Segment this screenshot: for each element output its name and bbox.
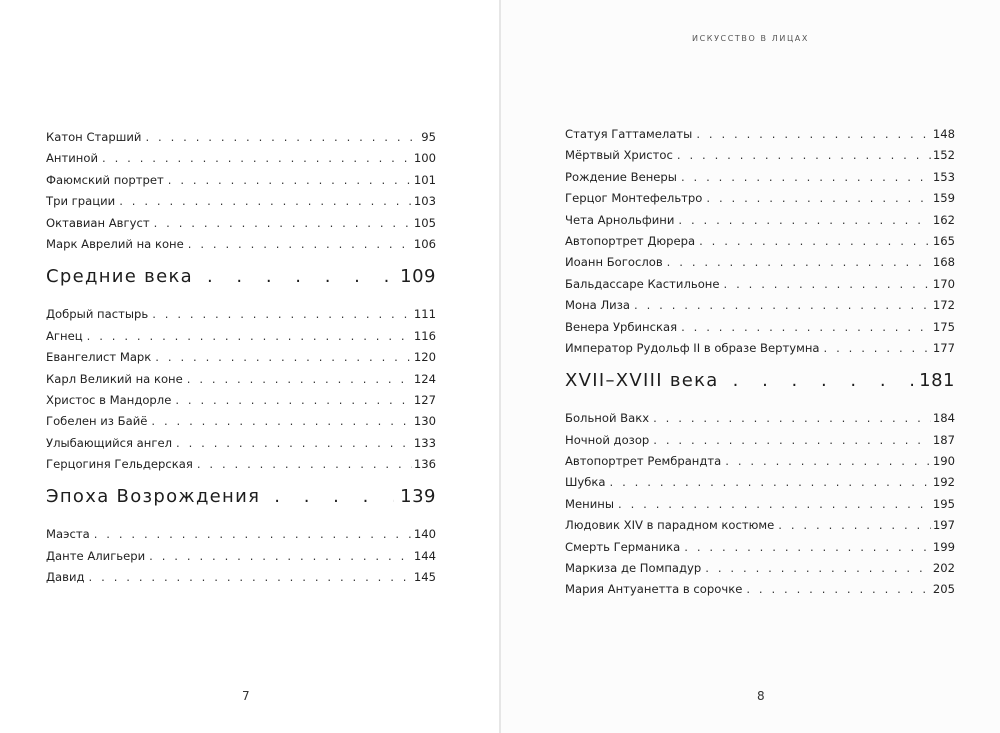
toc-entry-page-number: 95 bbox=[421, 130, 436, 144]
toc-entry-page-number: 127 bbox=[413, 392, 436, 407]
toc-entry-leader-dots bbox=[149, 546, 412, 567]
toc-entry-title: Герцог Монтефельтро bbox=[565, 191, 703, 206]
right-page bbox=[501, 0, 1000, 733]
toc-entry bbox=[565, 430, 955, 451]
toc-entry bbox=[46, 213, 436, 234]
toc-entry-page-number: 124 bbox=[413, 371, 436, 386]
toc-entry-leader-dots bbox=[154, 213, 412, 234]
toc-entry-page-number: 106 bbox=[413, 236, 436, 251]
toc-entry-title: Улыбающийся ангел bbox=[46, 435, 172, 450]
toc-entry-leader-dots bbox=[176, 433, 412, 454]
toc-entry-leader-dots bbox=[824, 338, 931, 359]
toc-entry bbox=[46, 148, 436, 169]
toc-entry-leader-dots bbox=[187, 369, 412, 390]
toc-entry-title: Мёртвый Христос bbox=[565, 148, 673, 163]
toc-entry-page-number: 153 bbox=[932, 169, 955, 184]
toc-entry-leader-dots bbox=[706, 188, 930, 209]
toc-entry bbox=[46, 304, 436, 325]
toc-entry bbox=[565, 145, 955, 166]
toc-entry-leader-dots bbox=[724, 274, 931, 295]
toc-entry-title: Автопортрет Дюрера bbox=[565, 233, 696, 248]
toc-entry-page-number: 120 bbox=[413, 350, 436, 365]
table-of-contents-right bbox=[565, 124, 955, 601]
toc-entry-leader-dots bbox=[696, 124, 931, 145]
toc-entry-page-number: 195 bbox=[932, 496, 955, 511]
toc-entry-leader-dots bbox=[667, 252, 931, 273]
toc-entry-page-number: 168 bbox=[932, 255, 955, 270]
toc-entry-title: Фаюмский портрет bbox=[46, 172, 164, 187]
toc-entry-leader-dots bbox=[653, 430, 931, 451]
toc-entry-leader-dots bbox=[677, 145, 931, 166]
toc-entry bbox=[46, 454, 436, 475]
left-page bbox=[0, 0, 499, 733]
toc-entry-leader-dots bbox=[197, 454, 412, 475]
toc-entry-title: Маркиза де Помпадур bbox=[565, 561, 702, 576]
section-heading-page-number: 181 bbox=[919, 370, 955, 392]
toc-entry-leader-dots bbox=[681, 317, 931, 338]
toc-entry-page-number: 170 bbox=[932, 276, 955, 291]
toc-entry-title: Маэста bbox=[46, 527, 90, 542]
toc-entry-page-number: 192 bbox=[932, 475, 955, 490]
toc-entry-page-number: 175 bbox=[932, 319, 955, 334]
toc-entry-leader-dots bbox=[610, 472, 931, 493]
toc-entry-title: Карл Великий на коне bbox=[46, 371, 183, 386]
toc-entry bbox=[46, 411, 436, 432]
toc-entry-page-number: 152 bbox=[932, 148, 955, 163]
toc-entry-title: Данте Алигьери bbox=[46, 548, 146, 563]
toc-entry-leader-dots bbox=[778, 515, 931, 536]
toc-entry-title: Венера Урбинская bbox=[565, 319, 678, 334]
toc-entry bbox=[565, 124, 955, 145]
section-heading-title: XVII–XVIII века bbox=[565, 370, 719, 392]
toc-entry-title: Статуя Гаттамелаты bbox=[565, 127, 693, 141]
toc-entry-page-number: 130 bbox=[413, 414, 436, 429]
section-heading bbox=[46, 482, 436, 512]
toc-entry-page-number: 145 bbox=[413, 570, 436, 585]
page-number-right: 8 bbox=[757, 689, 765, 703]
toc-entry bbox=[46, 524, 436, 545]
toc-entry bbox=[46, 191, 436, 212]
toc-entry-title: Антиной bbox=[46, 151, 99, 166]
toc-entry-leader-dots bbox=[699, 231, 931, 252]
page-number-left: 7 bbox=[242, 689, 250, 703]
table-of-contents-left bbox=[46, 127, 436, 589]
toc-entry bbox=[565, 494, 955, 515]
toc-entry bbox=[565, 338, 955, 359]
toc-entry-page-number: 177 bbox=[932, 340, 955, 355]
toc-entry-leader-dots bbox=[175, 390, 412, 411]
toc-entry bbox=[46, 347, 436, 368]
toc-entry-leader-dots bbox=[87, 326, 412, 347]
toc-entry-leader-dots bbox=[94, 524, 412, 545]
toc-entry-leader-dots bbox=[653, 408, 931, 429]
toc-entry-page-number: 159 bbox=[932, 191, 955, 206]
toc-entry-title: Агнец bbox=[46, 328, 83, 343]
toc-entry bbox=[565, 188, 955, 209]
toc-entry-leader-dots bbox=[634, 295, 931, 316]
toc-entry bbox=[565, 451, 955, 472]
toc-entry bbox=[46, 234, 436, 255]
toc-entry-leader-dots bbox=[145, 127, 419, 148]
toc-entry-leader-dots bbox=[618, 494, 931, 515]
section-heading-title: Эпоха Возрождения bbox=[46, 486, 261, 508]
toc-entry-leader-dots bbox=[152, 304, 412, 325]
toc-entry-page-number: 184 bbox=[932, 411, 955, 426]
toc-entry-page-number: 140 bbox=[413, 527, 436, 542]
toc-entry-page-number: 148 bbox=[932, 127, 955, 141]
toc-entry-title: Давид bbox=[46, 570, 85, 585]
toc-entry-leader-dots bbox=[119, 191, 412, 212]
toc-entry bbox=[565, 579, 955, 600]
toc-entry-page-number: 103 bbox=[413, 194, 436, 209]
toc-entry bbox=[565, 558, 955, 579]
toc-entry-title: Шубка bbox=[565, 475, 606, 490]
toc-entry bbox=[565, 167, 955, 188]
toc-entry bbox=[46, 546, 436, 567]
toc-entry-page-number: 202 bbox=[932, 561, 955, 576]
toc-entry-title: Рождение Венеры bbox=[565, 169, 677, 184]
toc-entry-title: Мона Лиза bbox=[565, 298, 630, 313]
toc-entry-title: Иоанн Богослов bbox=[565, 255, 663, 270]
toc-entry-title: Герцогиня Гельдерская bbox=[46, 457, 193, 472]
toc-entry-leader-dots bbox=[89, 567, 412, 588]
toc-entry-page-number: 101 bbox=[413, 172, 436, 187]
toc-entry bbox=[46, 170, 436, 191]
toc-entry-title: Мария Антуанетта в сорочке bbox=[565, 582, 743, 597]
toc-entry-leader-dots bbox=[705, 558, 931, 579]
toc-entry bbox=[46, 567, 436, 588]
toc-entry-leader-dots bbox=[168, 170, 412, 191]
toc-entry bbox=[46, 390, 436, 411]
toc-entry-page-number: 199 bbox=[932, 539, 955, 554]
toc-entry-title: Бальдассаре Кастильоне bbox=[565, 276, 720, 291]
toc-entry bbox=[46, 326, 436, 347]
toc-entry bbox=[565, 408, 955, 429]
toc-entry bbox=[565, 231, 955, 252]
toc-entry-title: Менины bbox=[565, 496, 614, 511]
toc-entry bbox=[46, 369, 436, 390]
section-heading-leader-dots bbox=[733, 366, 914, 396]
toc-entry-page-number: 187 bbox=[932, 432, 955, 447]
toc-entry-page-number: 205 bbox=[932, 582, 955, 597]
toc-entry bbox=[565, 295, 955, 316]
toc-entry-page-number: 165 bbox=[932, 233, 955, 248]
toc-entry-page-number: 136 bbox=[413, 457, 436, 472]
toc-entry-title: Евангелист Марк bbox=[46, 350, 152, 365]
toc-entry-page-number: 144 bbox=[413, 548, 436, 563]
toc-entry-page-number: 111 bbox=[413, 307, 436, 322]
toc-entry-title: Катон Старший bbox=[46, 130, 142, 144]
toc-entry-leader-dots bbox=[188, 234, 412, 255]
toc-entry-title: Три грации bbox=[46, 194, 116, 209]
toc-entry-title: Больной Вакх bbox=[565, 411, 650, 426]
section-heading bbox=[565, 366, 955, 396]
toc-entry-title: Октавиан Август bbox=[46, 215, 150, 230]
toc-entry bbox=[565, 252, 955, 273]
section-heading-leader-dots bbox=[274, 482, 394, 512]
toc-entry bbox=[565, 317, 955, 338]
toc-entry-title: Людовик XIV в парадном костюме bbox=[565, 518, 775, 533]
toc-entry-leader-dots bbox=[155, 347, 412, 368]
toc-entry-title: Смерть Германика bbox=[565, 539, 681, 554]
toc-entry-page-number: 190 bbox=[932, 454, 955, 469]
toc-entry bbox=[565, 515, 955, 536]
toc-entry-page-number: 172 bbox=[932, 298, 955, 313]
toc-entry-page-number: 105 bbox=[413, 215, 436, 230]
toc-entry bbox=[565, 210, 955, 231]
running-head: ИСКУССТВО В ЛИЦАХ bbox=[692, 34, 809, 43]
toc-entry-leader-dots bbox=[678, 210, 930, 231]
toc-entry-title: Император Рудольф II в образе Вертумна bbox=[565, 340, 820, 355]
toc-entry-page-number: 100 bbox=[413, 151, 436, 166]
toc-entry-page-number: 197 bbox=[932, 518, 955, 533]
toc-entry bbox=[46, 433, 436, 454]
section-heading-title: Средние века bbox=[46, 266, 193, 288]
toc-entry-page-number: 116 bbox=[413, 328, 436, 343]
toc-entry bbox=[565, 274, 955, 295]
toc-entry-page-number: 133 bbox=[413, 435, 436, 450]
toc-entry-title: Гобелен из Байё bbox=[46, 414, 148, 429]
toc-entry-leader-dots bbox=[684, 537, 931, 558]
toc-entry-leader-dots bbox=[746, 579, 931, 600]
toc-entry bbox=[565, 472, 955, 493]
toc-entry-leader-dots bbox=[681, 167, 931, 188]
section-heading-leader-dots bbox=[207, 262, 394, 292]
toc-entry-title: Автопортрет Рембрандта bbox=[565, 454, 722, 469]
toc-entry-title: Добрый пастырь bbox=[46, 307, 149, 322]
toc-entry bbox=[46, 127, 436, 148]
toc-entry-title: Марк Аврелий на коне bbox=[46, 236, 184, 251]
toc-entry-page-number: 162 bbox=[932, 212, 955, 227]
toc-entry-leader-dots bbox=[102, 148, 412, 169]
section-heading-page-number: 139 bbox=[400, 486, 436, 508]
toc-entry-title: Христос в Мандорле bbox=[46, 392, 172, 407]
section-heading-page-number: 109 bbox=[400, 266, 436, 288]
toc-entry-leader-dots bbox=[725, 451, 931, 472]
toc-entry-leader-dots bbox=[151, 411, 411, 432]
toc-entry-title: Чета Арнольфини bbox=[565, 212, 675, 227]
toc-entry-title: Ночной дозор bbox=[565, 432, 650, 447]
section-heading bbox=[46, 262, 436, 292]
toc-entry bbox=[565, 537, 955, 558]
